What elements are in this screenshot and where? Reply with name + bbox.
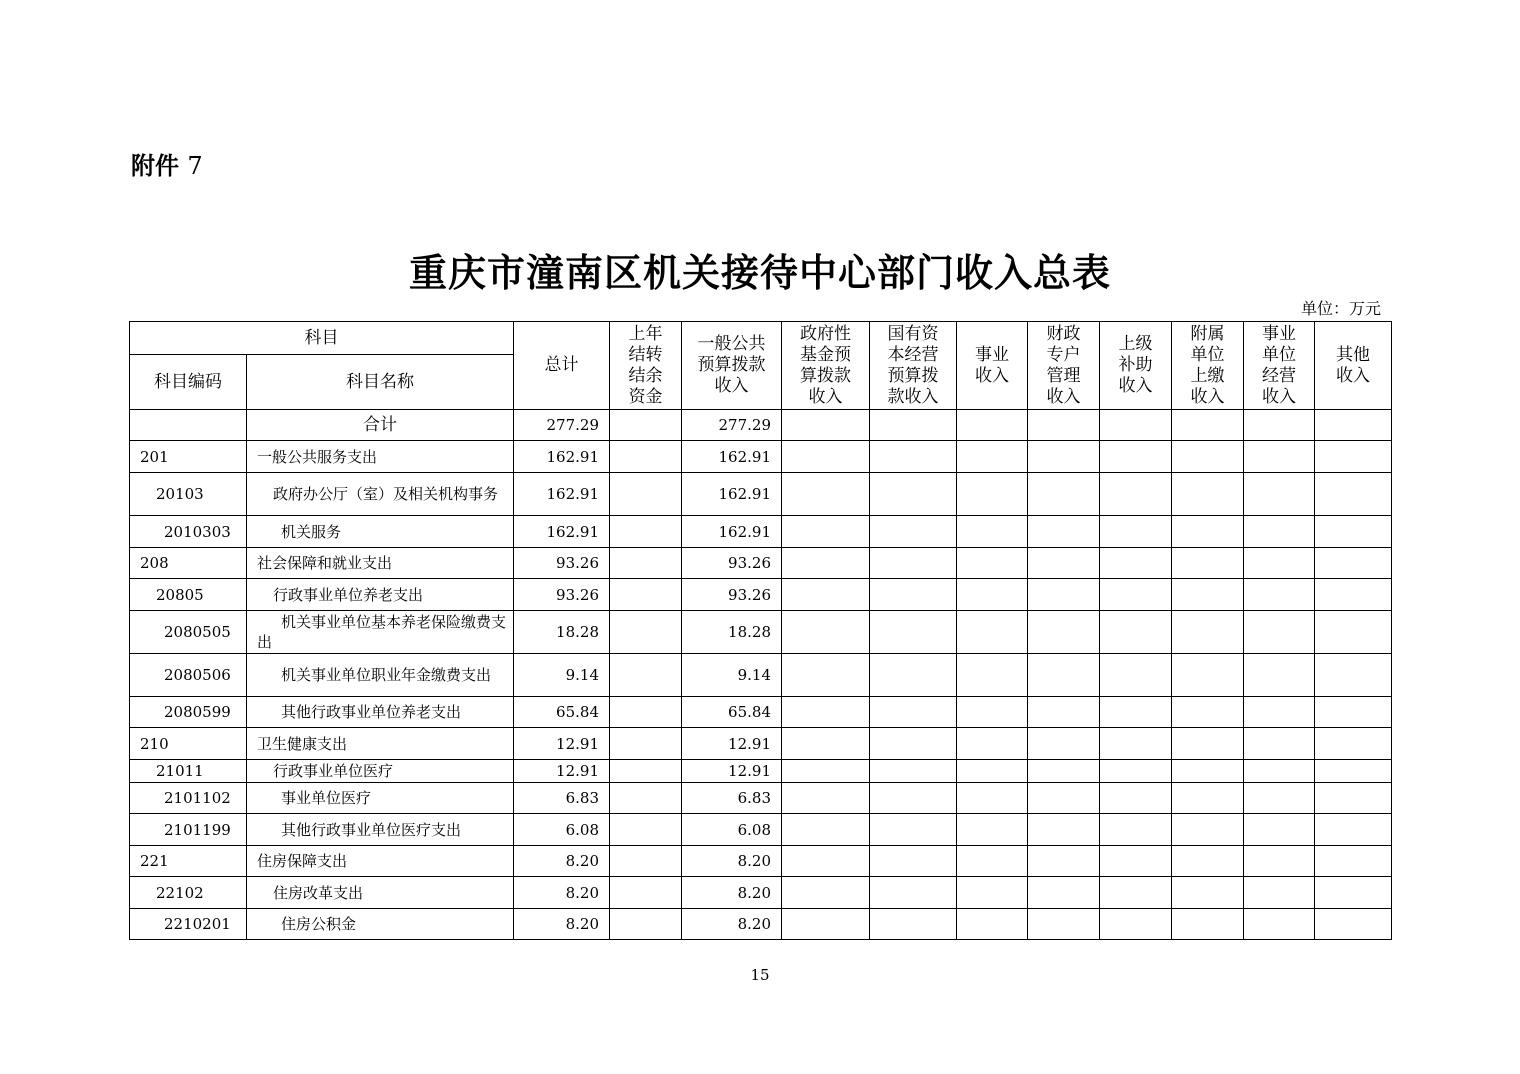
header-code: 科目编码 (130, 355, 247, 410)
header-carryover: 上年 结转 结余 资金 (610, 322, 682, 410)
row-total: 65.84 (514, 697, 610, 728)
row-total: 162.91 (514, 441, 610, 473)
row-name: 社会保障和就业支出 (247, 548, 514, 579)
row-code: 2210201 (130, 909, 247, 940)
row-name: 机关事业单位职业年金缴费支出 (247, 654, 514, 697)
page-number: 15 (750, 966, 770, 984)
table-row (130, 654, 1392, 697)
row-total: 6.83 (514, 783, 610, 814)
row-general: 6.08 (682, 814, 782, 846)
row-name: 行政事业单位养老支出 (247, 579, 514, 611)
header-total: 总计 (514, 322, 610, 410)
row-name: 一般公共服务支出 (247, 441, 514, 473)
row-name: 其他行政事业单位医疗支出 (247, 814, 514, 846)
row-name: 事业单位医疗 (247, 783, 514, 814)
table-row (130, 783, 1392, 814)
row-code: 21011 (130, 760, 247, 783)
row-code: 2080505 (130, 611, 247, 654)
header-subject: 科目 (130, 322, 514, 355)
row-name: 其他行政事业单位养老支出 (247, 697, 514, 728)
row-general: 6.83 (682, 783, 782, 814)
attachment-number: 7 (187, 152, 203, 180)
row-total: 162.91 (514, 516, 610, 548)
row-total: 9.14 (514, 654, 610, 697)
row-code: 2080506 (130, 654, 247, 697)
row-general: 162.91 (682, 473, 782, 516)
table-row (130, 516, 1392, 548)
row-code: 20103 (130, 473, 247, 516)
row-general: 162.91 (682, 441, 782, 473)
row-total: 93.26 (514, 579, 610, 611)
row-general: 12.91 (682, 760, 782, 783)
row-total: 8.20 (514, 877, 610, 909)
row-name: 住房公积金 (247, 909, 514, 940)
table-row (130, 697, 1392, 728)
unit-label: 单位：万元 (1300, 299, 1381, 318)
table-row (130, 760, 1392, 783)
row-code: 22102 (130, 877, 247, 909)
row-name: 行政事业单位医疗 (247, 760, 514, 783)
header-other-income: 其他 收入 (1315, 322, 1392, 410)
row-total: 6.08 (514, 814, 610, 846)
row-general: 93.26 (682, 548, 782, 579)
table-row (130, 441, 1392, 473)
row-general: 18.28 (682, 611, 782, 654)
total-row (130, 410, 1392, 441)
total-general: 277.29 (682, 410, 782, 441)
table-row (130, 846, 1392, 877)
row-general: 93.26 (682, 579, 782, 611)
row-total: 8.20 (514, 909, 610, 940)
row-name: 机关事业单位基本养老保险缴费支出 (247, 611, 514, 654)
header-general-budget: 一般公共 预算拨款 收入 (682, 322, 782, 410)
header-superior-subsidy: 上级 补助 收入 (1100, 322, 1172, 410)
table-row (130, 579, 1392, 611)
row-code: 20805 (130, 579, 247, 611)
row-code: 2101102 (130, 783, 247, 814)
row-total: 18.28 (514, 611, 610, 654)
header-gov-fund: 政府性 基金预 算拨款 收入 (782, 322, 870, 410)
row-total: 12.91 (514, 760, 610, 783)
row-general: 8.20 (682, 846, 782, 877)
table-row (130, 728, 1392, 760)
row-general: 8.20 (682, 877, 782, 909)
row-general: 65.84 (682, 697, 782, 728)
page-title: 重庆市潼南区机关接待中心部门收入总表 (408, 250, 1111, 295)
income-summary-table (129, 321, 1392, 940)
row-general: 162.91 (682, 516, 782, 548)
row-name: 机关服务 (247, 516, 514, 548)
attachment-text: 附件 (131, 152, 179, 180)
row-code: 2101199 (130, 814, 247, 846)
row-name: 住房保障支出 (247, 846, 514, 877)
header-name: 科目名称 (247, 355, 514, 410)
row-code: 210 (130, 728, 247, 760)
table-row (130, 473, 1392, 516)
row-code: 2010303 (130, 516, 247, 548)
row-code: 208 (130, 548, 247, 579)
row-code: 2080599 (130, 697, 247, 728)
attachment-label (131, 146, 203, 181)
row-code: 221 (130, 846, 247, 877)
header-special-account: 财政 专户 管理 收入 (1028, 322, 1100, 410)
table-row (130, 814, 1392, 846)
row-general: 9.14 (682, 654, 782, 697)
table-row (130, 877, 1392, 909)
row-name: 政府办公厅（室）及相关机构事务 (247, 473, 514, 516)
total-value: 277.29 (514, 410, 610, 441)
row-total: 8.20 (514, 846, 610, 877)
row-total: 162.91 (514, 473, 610, 516)
table-row (130, 909, 1392, 940)
header-business-income: 事业 收入 (957, 322, 1028, 410)
row-total: 12.91 (514, 728, 610, 760)
table-row (130, 548, 1392, 579)
header-affiliated-payment: 附属 单位 上缴 收入 (1172, 322, 1244, 410)
header-business-operation: 事业 单位 经营 收入 (1244, 322, 1315, 410)
row-general: 12.91 (682, 728, 782, 760)
table-row (130, 611, 1392, 654)
total-label: 合计 (247, 410, 514, 441)
row-name: 卫生健康支出 (247, 728, 514, 760)
row-general: 8.20 (682, 909, 782, 940)
row-total: 93.26 (514, 548, 610, 579)
row-name: 住房改革支出 (247, 877, 514, 909)
header-state-capital: 国有资 本经营 预算拨 款收入 (870, 322, 957, 410)
row-code: 201 (130, 441, 247, 473)
